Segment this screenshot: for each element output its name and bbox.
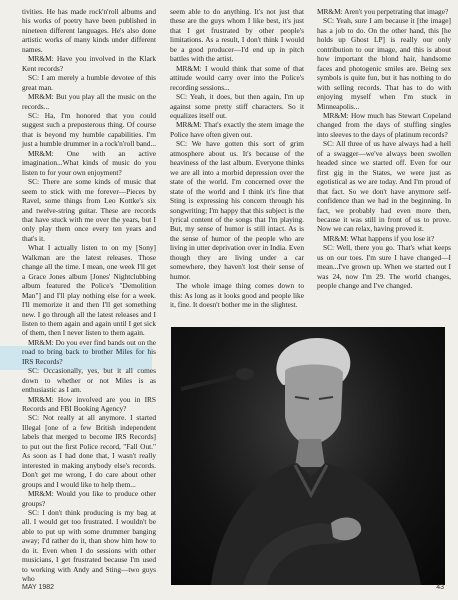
paragraph: MR&M: Aren't you perpetrating that image? xyxy=(317,7,449,16)
paragraph: SC: I am merely a humble devotee of this great man. xyxy=(22,73,156,92)
paragraph: SC: Ha, I'm honored that you could suggest such a preposterous thing. Of course that is beyond my humble capabilities. I'm just a humble drummer in a rock'n'roll band... xyxy=(22,110,156,149)
performer-photo-illustration xyxy=(171,327,445,585)
stage-photo xyxy=(171,327,445,585)
paragraph: seem able to do anything. It's not just that these are the guys whom I like best, it's just that I get frustrated by other people's limitations. As a result, I don't think I would be a good producer—I'd end up in pitch battles with the artist. xyxy=(170,7,304,64)
paragraph: SC: There are some kinds of music that seem to stick with me forever—Pieces by Ravel, some things from Leo Kottke's six and twelve-string guitar. These are records that have stuck with me over the years, but I only play them once every ten years and that's it. xyxy=(22,177,156,243)
paragraph: SC: All three of us have always had a hell of a swagger—we've always been swollen headed since we started off. Even for our first gig in the States, we were just as egotistical as we are today. And I'm proud of that fact. So we don't have anymore self-confidence than we had in the beginning. In fact, we probably had even more then, because it was still in front of us to prove. Now we can relax, having proved it. xyxy=(317,139,451,234)
paragraph: SC: Yeah, sure I am because it [the image] has a job to do. On the other hand, this [he holds up Ghost LP] is really our only contribution to our image, and this is about how important the blond hair, handsome faces and photogenic smiles are. Being sex symbols is quite fun, but it has nothing to do with selling records. That has to do with enjoying myself when I'm stuck in Minneapolis... xyxy=(317,16,451,111)
paragraph: MR&M: I would think that some of that attitude would carry over into the Police's recording sessions... xyxy=(170,63,304,92)
text-column-2 xyxy=(170,7,304,327)
paragraph: What I actually listen to on my [Sony] Walkman are the latest releases. Those change all the time. I mean, one week I'll get a Grace Jones album [Jones' Nightclubbing album featured the Police's "Demolition Man"] and I'll play nothing else for a week. I'll memorize it and then I'll get something new. I go through all the latest releases and I listen to them again and again until I get sick of them, then I never listen to them again. xyxy=(22,243,156,338)
page-number: 43 xyxy=(436,584,444,591)
paragraph: MR&M: Would you like to produce other groups? xyxy=(22,489,156,508)
paragraph: MR&M: Do you ever find bands out on the road to bring back to brother Miles for his IRS Records? xyxy=(22,337,156,366)
paragraph: tivities. He has made rock'n'roll albums and his works of poetry have been published in nineteen different languages. He's also done artistic works of many kinds under different names. xyxy=(22,7,156,54)
paragraph: SC: Yeah, it does, but then again, I'm up against some pretty stiff characters. So it equalizes itself out. xyxy=(170,92,304,120)
text-column-3 xyxy=(317,7,451,327)
paragraph: MR&M: That's exactly the stern image the Police have often given out. xyxy=(170,120,304,139)
paragraph: SC: Not really at all anymore. I started Illegal [one of a few British independent labels that merged to become IRS Records] to put out the first Police record, "Fall Out." As soon as I had done that, I wasn't really interested in making anybody else's records. Don't get me wrong, I do care about other groups and I would like to help them... xyxy=(22,413,156,489)
paragraph: SC: We have gotten this sort of grim atmosphere about us. It's because of the heaviness of the last album. Everyone thinks we are all into a morbid depression over the state of the world. I'm concerned over the state of the world and I think it's fine that Sting is expressing his concern through his songwriting; I'm happy that this subject is the lyrical content of the songs that I'm playing. But, my sense of humor is still intact. As is the sense of humor of the people who are living in utter deprivation over in India. Even though they are living under a car somewhere, they haven't lost their sense of humor. xyxy=(170,139,304,281)
paragraph: MR&M: What happens if you lose it? xyxy=(323,233,435,243)
paragraph: MR&M: One with an active imagination...What kinds of music do you listen to for your own enjoyment? xyxy=(22,148,156,177)
paragraph: SC: I don't think producing is my bag at all. I would get too frustrated. I wouldn't be able to put up with some drummer banging away; I'd rather do it, than show him how to do it. Even when I do sessions with other musicians, I get frustrated because I'm used to working with Andy and Sting—two guys who xyxy=(22,508,156,584)
paragraph: SC: Well, there you go. That's what keeps us on our toes. I'm sure I have changed—I mean...I've grown up. When we started out I was 24, now I'm 29. The world changes, people change and I've changed. xyxy=(317,243,451,291)
paragraph: MR&M: But you play all the music on the records... xyxy=(22,92,156,111)
paragraph: SC: Occasionally, yes, but it all comes down to whether or not Miles is as enthusiastic as I am. xyxy=(22,366,156,395)
text-column-1 xyxy=(22,7,156,585)
microphone xyxy=(236,368,254,380)
paragraph: The whole image thing comes down to this: As long as it looks good and people like it, fine. It doesn't bother me in the slightest. xyxy=(170,281,304,310)
face xyxy=(285,365,343,446)
page-footer xyxy=(22,584,444,596)
issue-date: MAY 1982 xyxy=(22,584,55,591)
paragraph: MR&M: How involved are you in IRS Records and FBI Booking Agency? xyxy=(22,394,156,414)
paragraph: MR&M: How much has Stewart Copeland changed from the days of stuffing singles into sleeves to the days of platinum records? xyxy=(317,110,451,139)
paragraph: MR&M: Have you involved in the Klark Kent records? xyxy=(22,54,156,73)
mic-stand xyxy=(181,375,241,389)
neck xyxy=(295,439,325,467)
